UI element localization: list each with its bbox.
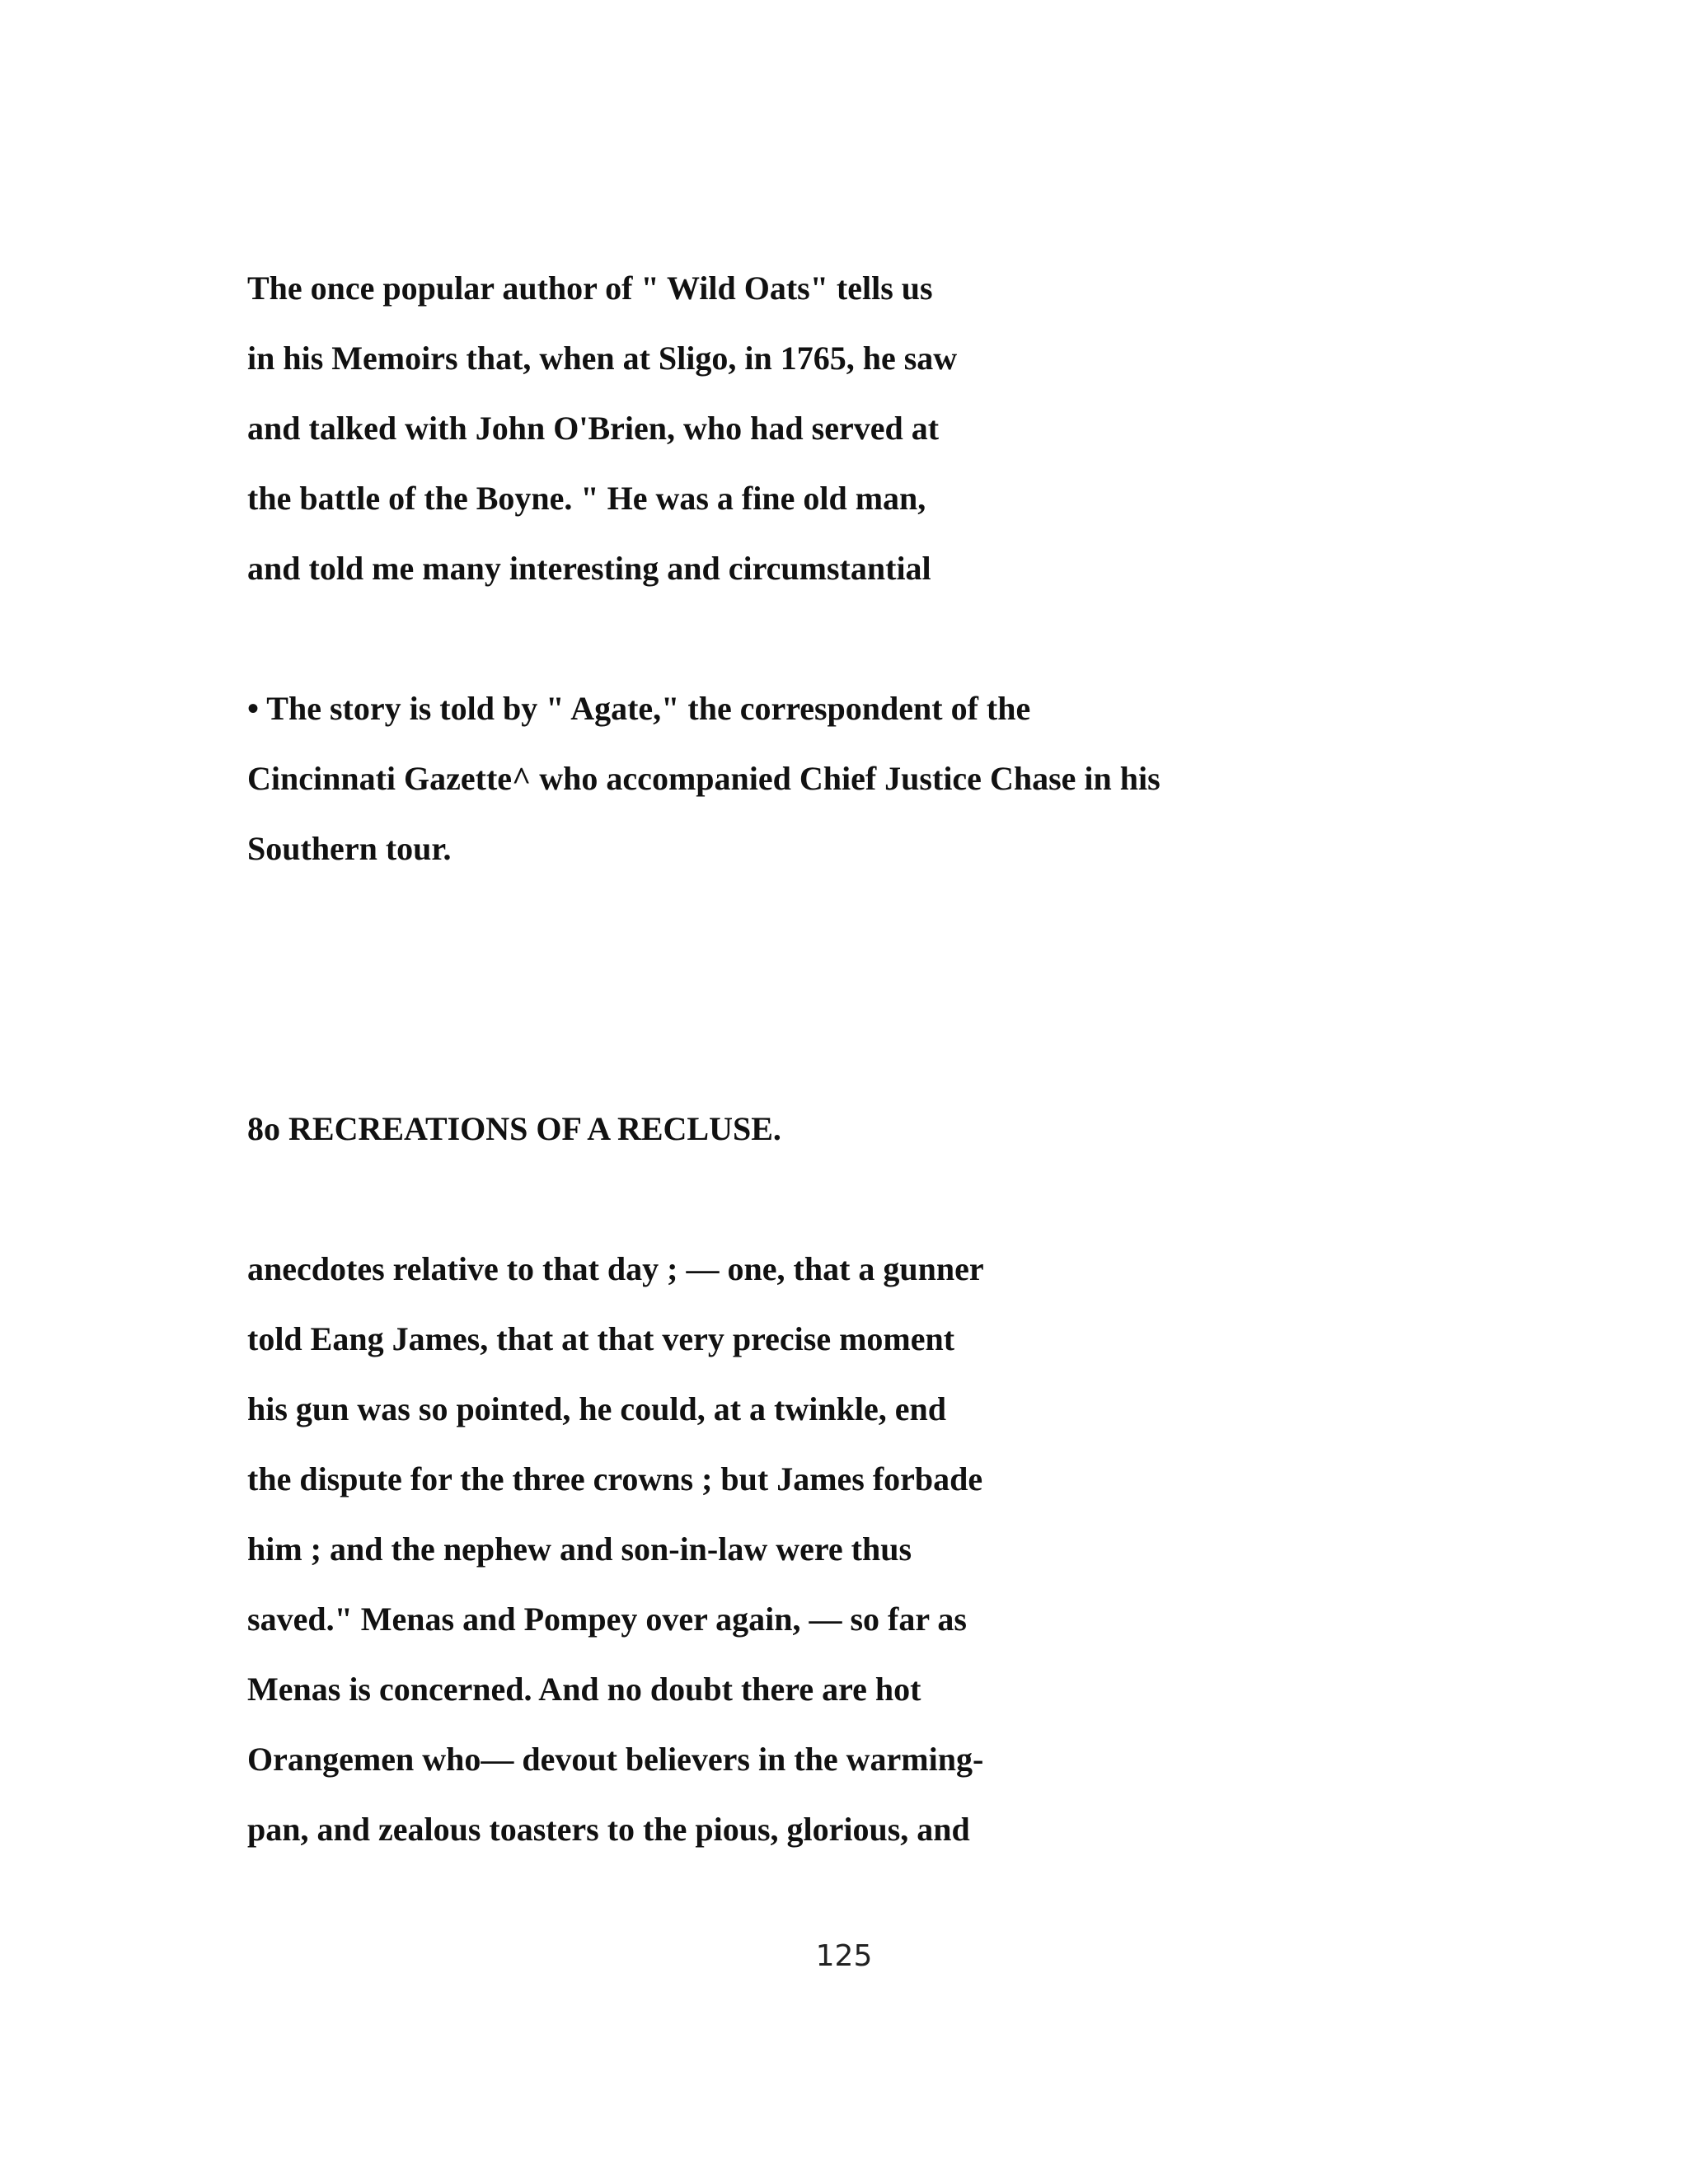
footnote-line: Cincinnati Gazette^ who accompanied Chief Justice Chase in his xyxy=(247,760,1160,797)
paragraph-2-line: Orangemen who— devout believers in the warming- xyxy=(247,1741,984,1778)
paragraph-1-line: and told me many interesting and circumstantial xyxy=(247,550,931,587)
paragraph-2-line: told Eang James, that at that very precise moment xyxy=(247,1320,955,1357)
paragraph-2-line: anecdotes relative to that day ; — one, that a gunner xyxy=(247,1250,984,1287)
running-header: 8o RECREATIONS OF A RECLUSE. xyxy=(247,1110,781,1147)
page-number: 125 xyxy=(815,1939,873,1973)
paragraph-2-line: him ; and the nephew and son-in-law were thus xyxy=(247,1530,912,1568)
paragraph-2-line: pan, and zealous toasters to the pious, glorious, and xyxy=(247,1811,970,1848)
paragraph-2-line: Menas is concerned. And no doubt there are hot xyxy=(247,1671,921,1708)
paragraph-2-line: his gun was so pointed, he could, at a twinkle, end xyxy=(247,1390,946,1427)
paragraph-2-line: saved." Menas and Pompey over again, — so far as xyxy=(247,1601,967,1638)
paragraph-1-line: The once popular author of " Wild Oats" tells us xyxy=(247,269,933,307)
paragraph-1-line: in his Memoirs that, when at Sligo, in 1765, he saw xyxy=(247,340,958,377)
paragraph-1-line: the battle of the Boyne. " He was a fine old man, xyxy=(247,480,926,517)
footnote-line: • The story is told by " Agate," the correspondent of the xyxy=(247,690,1031,727)
paragraph-2-line: the dispute for the three crowns ; but James forbade xyxy=(247,1460,983,1497)
paragraph-1-line: and talked with John O'Brien, who had served at xyxy=(247,410,940,447)
footnote-line: Southern tour. xyxy=(247,830,452,867)
